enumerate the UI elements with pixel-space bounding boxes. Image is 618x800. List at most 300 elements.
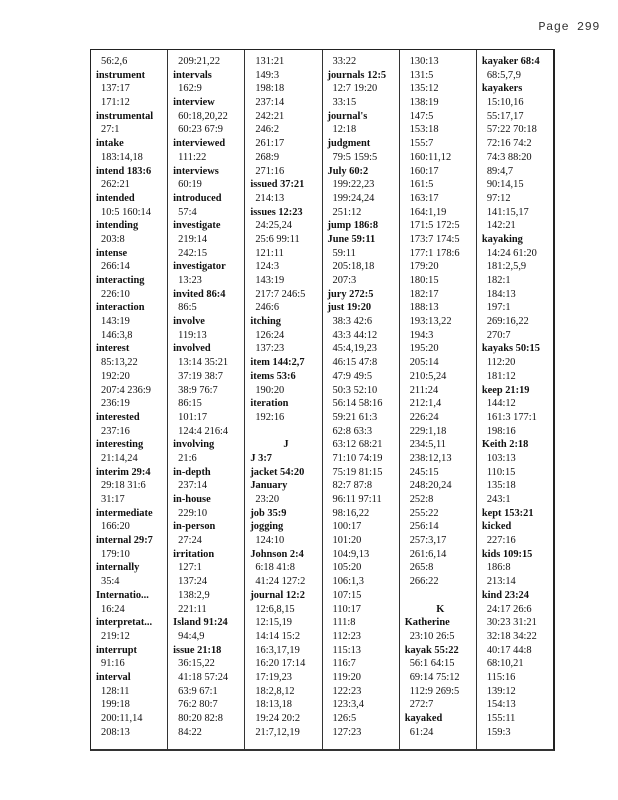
page-reference: 179:20 [409, 261, 439, 273]
page-reference: 68:10,21 [486, 658, 524, 670]
page-reference: 18:2,8,12 [255, 685, 295, 697]
index-term: in-person [173, 521, 216, 533]
page-reference: 97:12 [486, 192, 511, 204]
index-term: journals 12:5 [327, 69, 387, 81]
page-reference: 210:5,24 [409, 370, 447, 382]
page-reference: 127:1 [178, 562, 202, 574]
page-reference: 41:18 57:24 [178, 671, 229, 683]
page-reference: 205:18,18 [332, 261, 375, 273]
page-reference: 59:21 61:3 [332, 411, 378, 423]
index-term: Keith 2:18 [481, 439, 529, 451]
index-column-2 [168, 50, 245, 749]
page-reference: 261:17 [255, 138, 285, 150]
page-reference: 214:13 [255, 192, 285, 204]
page-reference: 86:15 [178, 398, 202, 410]
index-term: iteration [250, 398, 289, 410]
page-reference: 144:12 [486, 398, 516, 410]
page-reference: 153:18 [409, 124, 439, 136]
page-reference: 57:22 70:18 [486, 124, 537, 136]
index-term: interpretat... [96, 617, 153, 629]
page-reference: 271:16 [255, 165, 285, 177]
page-reference: 138:2,9 [178, 589, 210, 601]
page-reference: 194:3 [409, 329, 434, 341]
page-reference: 179:10 [101, 548, 130, 560]
index-column-4 [323, 50, 400, 749]
index-term: items 53:6 [250, 370, 296, 382]
page-reference: 166:20 [101, 521, 130, 533]
index-term: kayaks 50:15 [481, 343, 540, 355]
page-reference: 227:16 [486, 535, 516, 547]
page-reference: 21:7,12,19 [255, 726, 300, 738]
index-term: introduced [173, 192, 222, 204]
index-term: kayakers [481, 83, 523, 95]
page-reference: 135:12 [409, 83, 439, 95]
page-reference: 261:6,14 [409, 548, 447, 560]
page-reference: 104:9,13 [332, 548, 370, 560]
page-reference: 266:14 [101, 261, 130, 273]
page-reference: 60:18,20,22 [178, 110, 228, 122]
page-reference: 213:14 [486, 576, 516, 588]
page-reference: 161:3 177:1 [486, 411, 537, 423]
page-reference: 146:3,8 [101, 329, 133, 341]
page-reference: 162:9 [178, 83, 202, 95]
index-term: intake [96, 138, 124, 150]
page-reference: 60:19 [178, 179, 202, 191]
index-column-5 [400, 50, 477, 749]
index-term: kayaker 68:4 [481, 56, 540, 67]
index-term: issued 37:21 [250, 179, 305, 191]
page-reference: 32:18 34:22 [486, 630, 537, 642]
page-reference: 116:7 [332, 658, 356, 670]
index-term: in-house [173, 494, 211, 505]
index-column-3 [245, 50, 322, 749]
page-reference: 79:5 159:5 [332, 151, 378, 163]
index-term: kayak 55:22 [404, 644, 459, 656]
index-term: kicked [481, 521, 512, 533]
page-reference: 122:23 [332, 685, 362, 697]
page-reference: 63:9 67:1 [178, 685, 218, 697]
page-reference: 38:3 42:6 [332, 316, 373, 328]
page-reference: 25:6 99:11 [255, 233, 300, 245]
index-term: Johnson 2:4 [250, 548, 304, 560]
index-term: investigate [173, 220, 221, 232]
page-reference: 131:21 [255, 56, 285, 67]
page-reference: 143:19 [101, 316, 130, 328]
index-term: job 35:9 [250, 507, 287, 519]
page-reference: 160:17 [409, 165, 439, 177]
page-reference: 251:12 [332, 206, 362, 218]
page-reference: 46:15 47:8 [332, 357, 378, 369]
page-reference: 37:19 38:7 [178, 370, 223, 382]
page-reference: 105:20 [332, 562, 362, 574]
page-reference: 207:4 236:9 [101, 384, 151, 396]
page-reference: 163:17 [409, 192, 439, 204]
page-reference: 101:17 [178, 411, 208, 423]
index-term: January [250, 480, 288, 492]
page-reference: 31:17 [101, 494, 125, 505]
index-term: internal 29:7 [96, 535, 153, 547]
index-term: Internatio... [96, 589, 149, 601]
index-column-6 [477, 50, 553, 749]
page-reference: 13:23 [178, 275, 202, 286]
page-reference: 143:19 [255, 275, 285, 286]
index-term: issues 12:23 [250, 206, 303, 218]
page-reference: 266:22 [409, 576, 439, 588]
page-reference: 269:16,22 [486, 316, 529, 328]
page-reference: 90:14,15 [486, 179, 524, 191]
page-reference: 103:13 [486, 452, 516, 464]
page-reference: 59:11 [332, 247, 356, 259]
page-reference: 96:11 97:11 [332, 494, 382, 505]
page-reference: 23:10 26:5 [409, 630, 455, 642]
page-reference: 130:13 [409, 56, 439, 67]
page-reference: 56:2,6 [101, 56, 128, 67]
page-reference: 33:15 [332, 97, 357, 109]
word-index-table [90, 49, 555, 751]
page-reference: 112:23 [332, 630, 361, 642]
page-reference: 12:7 19:20 [332, 83, 378, 95]
index-term: interim 29:4 [96, 466, 151, 478]
index-term: intended [96, 192, 135, 204]
page-reference: 159:3 [486, 726, 511, 738]
page-reference: 112:20 [486, 357, 516, 369]
page-reference: 186:8 [486, 562, 511, 574]
page-reference: 154:13 [486, 699, 516, 711]
index-term: involved [173, 343, 211, 355]
page-reference: 234:5,11 [409, 439, 446, 451]
page-reference: 137:17 [101, 83, 130, 95]
page-reference: 229:1,18 [409, 425, 447, 437]
page-reference: 123:3,4 [332, 699, 364, 711]
page-reference: 137:24 [178, 576, 208, 588]
page-reference: 124:10 [255, 535, 285, 547]
page-reference: 106:1,3 [332, 576, 364, 588]
page-reference: 181:2,5,9 [486, 261, 527, 273]
page-reference: 91:16 [101, 658, 125, 670]
page-reference: 13:14 35:21 [178, 357, 229, 369]
page-reference: 209:21,22 [178, 56, 221, 67]
page-reference: 112:9 269:5 [409, 685, 460, 697]
page-reference: 246:2 [255, 124, 280, 136]
page-reference: 29:18 31:6 [101, 480, 146, 492]
index-term: J 3:7 [250, 452, 272, 464]
page-reference: 69:14 75:12 [409, 671, 460, 683]
page-reference: 45:4,19,23 [332, 343, 377, 355]
page-reference: 257:3,17 [409, 535, 447, 547]
page-reference: 98:16,22 [332, 507, 370, 519]
page-reference: 138:19 [409, 97, 439, 109]
page-reference: 127:23 [332, 726, 362, 738]
page-reference: 256:14 [409, 521, 439, 533]
page-reference: 12:6,8,15 [255, 603, 295, 615]
page-reference: 160:11,12 [409, 151, 452, 163]
page-reference: 30:23 31:21 [486, 617, 537, 629]
index-term: just 19:20 [327, 302, 372, 314]
index-term: journal's [327, 110, 368, 122]
index-term: jogging [250, 521, 284, 533]
index-term: interaction [96, 302, 145, 314]
page-reference: 68:5,7,9 [486, 69, 521, 81]
page-reference: 198:16 [486, 425, 516, 437]
page-reference: 17:19,23 [255, 671, 293, 683]
page-reference: 61:24 [409, 726, 434, 738]
page-reference: 219:14 [178, 233, 208, 245]
index-term: journal 12:2 [250, 589, 305, 601]
page-reference: 197:1 [486, 302, 511, 314]
page-reference: 121:11 [255, 247, 284, 259]
page-reference: 199:22,23 [332, 179, 375, 191]
page-reference: 19:24 20:2 [255, 713, 301, 724]
page-reference: 155:7 [409, 138, 434, 150]
page-reference: 237:14 [178, 480, 208, 492]
index-term: Island 91:24 [173, 617, 228, 629]
page-reference: 242:15 [178, 247, 208, 259]
page-reference: 137:23 [255, 343, 285, 355]
page-reference: 124:3 [255, 261, 280, 273]
page-reference: 16:20 17:14 [255, 658, 306, 670]
page-reference: 199:18 [101, 699, 130, 711]
index-term: internally [96, 562, 140, 574]
page-reference: 89:4,7 [486, 165, 514, 177]
page-reference: 198:18 [255, 83, 285, 95]
page-reference: 237:14 [255, 97, 285, 109]
page-reference: 15:10,16 [486, 97, 524, 109]
page-reference: 272:7 [409, 699, 434, 711]
index-term: kayaked [404, 713, 443, 724]
page-reference: 188:13 [409, 302, 439, 314]
page-reference: 100:17 [332, 521, 362, 533]
page-reference: 147:5 [409, 110, 434, 122]
page-reference: 12:18 [332, 124, 357, 136]
page-reference: 57:4 [178, 206, 197, 218]
page-reference: 21:6 [178, 452, 197, 464]
page-reference: 10:5 160:14 [101, 206, 151, 218]
index-term: interval [96, 671, 131, 683]
page-reference: 6:18 41:8 [255, 562, 295, 574]
index-term: interviews [173, 165, 219, 177]
page-reference: 184:13 [486, 288, 516, 300]
page-reference: 33:22 [332, 56, 357, 67]
page-reference: 84:22 [178, 726, 202, 738]
page-reference: 252:8 [409, 494, 434, 505]
page-reference: 72:16 74:2 [486, 138, 532, 150]
page-reference: 74:3 88:20 [486, 151, 532, 163]
page-reference: 16:3,17,19 [255, 644, 300, 656]
page-reference: 190:20 [255, 384, 285, 396]
page-reference: 75:19 81:15 [332, 466, 383, 478]
page-reference: 208:13 [101, 726, 130, 738]
page-reference: 200:11,14 [101, 713, 143, 724]
page-reference: 56:1 64:15 [409, 658, 455, 670]
index-term: invited 86:4 [173, 288, 226, 300]
index-term: instrument [96, 69, 146, 81]
page-reference: 205:14 [409, 357, 439, 369]
page-reference: 155:11 [486, 713, 516, 724]
page-reference: 115:16 [486, 671, 516, 683]
page-reference: 203:8 [101, 233, 125, 245]
page-reference: 181:12 [486, 370, 516, 382]
index-term: item 144:2,7 [250, 357, 305, 369]
page-reference: 142:21 [486, 220, 516, 232]
page-reference [250, 425, 321, 439]
page-reference: 115:13 [332, 644, 361, 656]
page-reference: 219:12 [101, 630, 130, 642]
page-reference: 50:3 52:10 [332, 384, 378, 396]
page-reference: 248:20,24 [409, 480, 452, 492]
page-reference: 270:7 [486, 329, 511, 341]
page-reference: 76:2 80:7 [178, 699, 218, 711]
index-term: investigator [173, 261, 226, 273]
page-reference: 135:18 [486, 480, 516, 492]
index-term: July 60:2 [327, 165, 369, 177]
page-reference: 119:20 [332, 671, 361, 683]
page-reference: 161:5 [409, 179, 434, 191]
index-term: instrumental [96, 110, 154, 122]
page-reference: 242:21 [255, 110, 285, 122]
page-reference: 41:24 127:2 [255, 576, 306, 588]
page-reference [405, 589, 476, 603]
page-reference: 47:9 49:5 [332, 370, 373, 382]
index-term: judgment [327, 138, 371, 150]
page-reference: 268:9 [255, 151, 280, 163]
index-term: interacting [96, 275, 145, 286]
index-term: involve [173, 316, 205, 328]
index-term: irritation [173, 548, 215, 560]
page-reference: 236:19 [101, 398, 130, 410]
page-reference: 182:17 [409, 288, 439, 300]
page-reference: 255:22 [409, 507, 439, 519]
index-term: jump 186:8 [327, 220, 379, 232]
page-reference: 82:7 87:8 [332, 480, 373, 492]
page-reference: 43:3 44:12 [332, 329, 378, 341]
index-term: interrupt [96, 644, 137, 656]
section-letter: K [436, 603, 445, 615]
page-reference: 18:13,18 [255, 699, 293, 711]
index-term: intending [96, 220, 139, 232]
index-term: itching [250, 316, 281, 328]
page-reference: 237:16 [101, 425, 130, 437]
index-term: intense [96, 247, 128, 259]
page-reference: 211:24 [409, 384, 439, 396]
page-reference: 245:15 [409, 466, 439, 478]
page-reference: 139:12 [486, 685, 516, 697]
page-reference: 195:20 [409, 343, 439, 355]
page-reference: 192:16 [255, 411, 285, 423]
page-reference: 80:20 82:8 [178, 713, 223, 724]
page-reference: 212:1,4 [409, 398, 442, 410]
page-reference: 119:13 [178, 329, 207, 341]
page-reference: 24:17 26:6 [486, 603, 532, 615]
index-term: issue 21:18 [173, 644, 222, 656]
page-reference: 193:13,22 [409, 316, 452, 328]
page-reference: 221:11 [178, 603, 207, 615]
page-reference: 126:24 [255, 329, 285, 341]
page-reference: 40:17 44:8 [486, 644, 532, 656]
section-letter: J [283, 439, 289, 451]
index-term: June 59:11 [327, 233, 376, 245]
index-term: intervals [173, 69, 212, 81]
page-reference: 238:12,13 [409, 452, 452, 464]
page-reference: 246:6 [255, 302, 280, 314]
index-term: jury 272:5 [327, 288, 374, 300]
page-reference: 110:17 [332, 603, 361, 615]
page-reference: 86:5 [178, 302, 197, 314]
page-reference: 60:23 67:9 [178, 124, 223, 136]
page-reference: 38:9 76:7 [178, 384, 218, 396]
index-term: interested [96, 411, 140, 423]
page-reference: 217:7 246:5 [255, 288, 306, 300]
page-reference: 128:11 [101, 685, 130, 697]
page-reference: 23:20 [255, 494, 280, 505]
index-term: interesting [96, 439, 144, 451]
page-reference: 183:14,18 [101, 151, 143, 163]
page-reference: 171:5 172:5 [409, 220, 460, 232]
page-reference: 124:4 216:4 [178, 425, 229, 437]
page-reference: 110:15 [486, 466, 516, 478]
page-reference: 35:4 [101, 576, 120, 588]
index-term: intend 183:6 [96, 165, 152, 177]
index-term: kayaking [481, 233, 523, 245]
page-reference: 85:13,22 [101, 357, 138, 369]
index-term: Katherine [404, 617, 450, 629]
page-reference: 27:1 [101, 124, 120, 136]
index-term: in-depth [173, 466, 211, 478]
index-term: kids 109:15 [481, 548, 533, 560]
page-reference: 173:7 174:5 [409, 233, 460, 245]
index-term: involving [173, 439, 215, 451]
page-reference: 180:15 [409, 275, 439, 286]
index-term: jacket 54:20 [250, 466, 305, 478]
index-term: interviewed [173, 138, 226, 150]
page-reference: 207:3 [332, 275, 357, 286]
index-term: kept 153:21 [481, 507, 534, 519]
index-term: intermediate [96, 507, 153, 519]
page-reference: 226:10 [101, 288, 130, 300]
page-reference: 101:20 [332, 535, 362, 547]
page-reference: 177:1 178:6 [409, 247, 460, 259]
page-reference: 36:15,22 [178, 658, 215, 670]
page-reference: 192:20 [101, 370, 130, 382]
page-reference: 243:1 [486, 494, 511, 505]
page-reference: 14:24 61:20 [486, 247, 537, 259]
page-reference: 141:15,17 [486, 206, 529, 218]
page-reference: 182:1 [486, 275, 511, 286]
index-column-1 [91, 50, 168, 749]
index-term: interview [173, 97, 215, 109]
page-reference: 55:17,17 [486, 110, 524, 122]
page-reference: 265:8 [409, 562, 434, 574]
page-reference: 126:5 [332, 713, 357, 724]
page-number: Page 299 [538, 20, 600, 34]
index-term: interest [96, 343, 130, 355]
page-reference: 199:24,24 [332, 192, 375, 204]
page-reference: 226:24 [409, 411, 439, 423]
page-reference: 149:3 [255, 69, 280, 81]
page-reference: 62:8 63:3 [332, 425, 373, 437]
page-reference: 24:25,24 [255, 220, 293, 232]
page-reference: 63:12 68:21 [332, 439, 383, 451]
page-reference: 56:14 58:16 [332, 398, 383, 410]
index-term: keep 21:19 [481, 384, 530, 396]
page-reference: 16:24 [101, 603, 125, 615]
page-reference: 94:4,9 [178, 630, 205, 642]
page-reference: 262:21 [101, 179, 130, 191]
page-reference: 12:15,19 [255, 617, 293, 629]
page-reference: 111:22 [178, 151, 207, 163]
page-reference: 107:15 [332, 589, 362, 601]
page-reference: 71:10 74:19 [332, 452, 383, 464]
page-reference: 21:14,24 [101, 452, 138, 464]
